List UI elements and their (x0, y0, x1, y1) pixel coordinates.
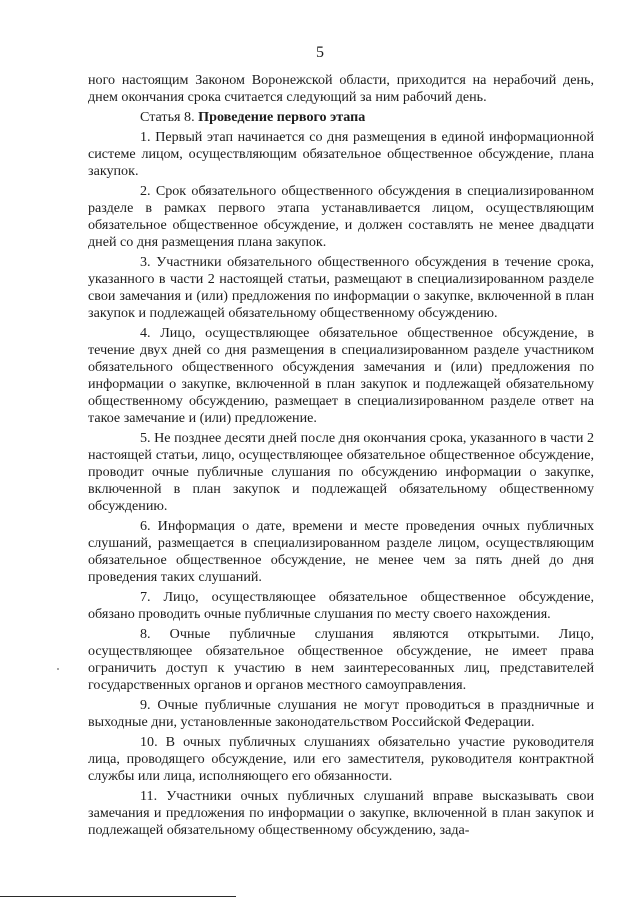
paragraph-4: 4. Лицо, осуществляющее обязательное общественное обсуждение, в течение двух дней со дня размещения в специализированном разделе участником обязательного общественного обсуждения замечания и (или) предложения по информации о закупке, включенной в план закупок и подлежащей обязательному общественному обсуждению, размещает в специализированном разделе ответ на такое замечание и (или) предложение. (88, 325, 594, 426)
paragraph-7: 7. Лицо, осуществляющее обязательное общественное обсуждение, обязано проводить очные публичные слушания по месту своего нахождения. (88, 589, 594, 622)
paragraph-1: 1. Первый этап начинается со дня размещения в единой информационной системе лицом, осуществляющим обязательное общественное обсуждение, плана закупок. (88, 129, 594, 179)
article-title: Проведение первого этапа (198, 109, 366, 125)
paragraph-10: 10. В очных публичных слушаниях обязательно участие руководителя лица, проводящего обсуждение, или его заместителя, руководителя контрактной службы или лица, исполняющего его обязанности. (88, 734, 594, 784)
paragraph-3: 3. Участники обязательного общественного обсуждения в течение срока, указанного в части 2 настоящей статьи, размещают в специализированном разделе свои замечания и (или) предложения по информации о закупке, включенной в план закупок и подлежащей обязательному общественному обсуждению. (88, 254, 594, 321)
paragraph-2: 2. Срок обязательного общественного обсуждения в специализированном разделе в рамках первого этапа устанавливается лицом, осуществляющим обязательное общественное обсуждение, и должен составлять не менее двадцати дней со дня размещения плана закупок. (88, 183, 594, 250)
paragraph-6: 6. Информация о дате, времени и месте проведения очных публичных слушаний, размещается в специализированном разделе лицом, осуществляющим обязательное общественное обсуждение, не менее чем за пять дней до дня проведения таких слушаний. (88, 518, 594, 585)
paragraph-8: 8. Очные публичные слушания являются открытыми. Лицо, осуществляющее обязательное общественное обсуждение, не имеет права ограничить доступ к участию в нем заинтересованных лиц, представителей государственных органов и органов местного самоуправления. (88, 626, 594, 693)
article-heading (88, 109, 594, 126)
intro-paragraph: ного настоящим Законом Воронежской области, приходится на нерабочий день, днем окончания срока считается следующий за ним рабочий день. (88, 72, 594, 105)
article-label: Статья 8. (140, 109, 195, 125)
paragraph-9: 9. Очные публичные слушания не могут проводиться в праздничные и выходные дни, установленные законодательством Российской Федерации. (88, 697, 594, 730)
document-body (88, 72, 594, 842)
paragraph-11: 11. Участники очных публичных слушаний вправе высказывать свои замечания и предложения по информации о закупке, включенной в план закупок и подлежащей обязательному общественному обсуждению, зада- (88, 788, 594, 838)
page-number: 5 (316, 44, 324, 61)
scan-speck (57, 668, 59, 670)
paragraph-5: 5. Не позднее десяти дней после дня окончания срока, указанного в части 2 настоящей статьи, лицо, осуществляющее обязательное общественное обсуждение, проводит очные публичные слушания по обсуждению информации о закупке, включенной в план закупок и подлежащей обязательному общественному обсуждению. (88, 430, 594, 514)
scan-edge-line (0, 896, 236, 897)
